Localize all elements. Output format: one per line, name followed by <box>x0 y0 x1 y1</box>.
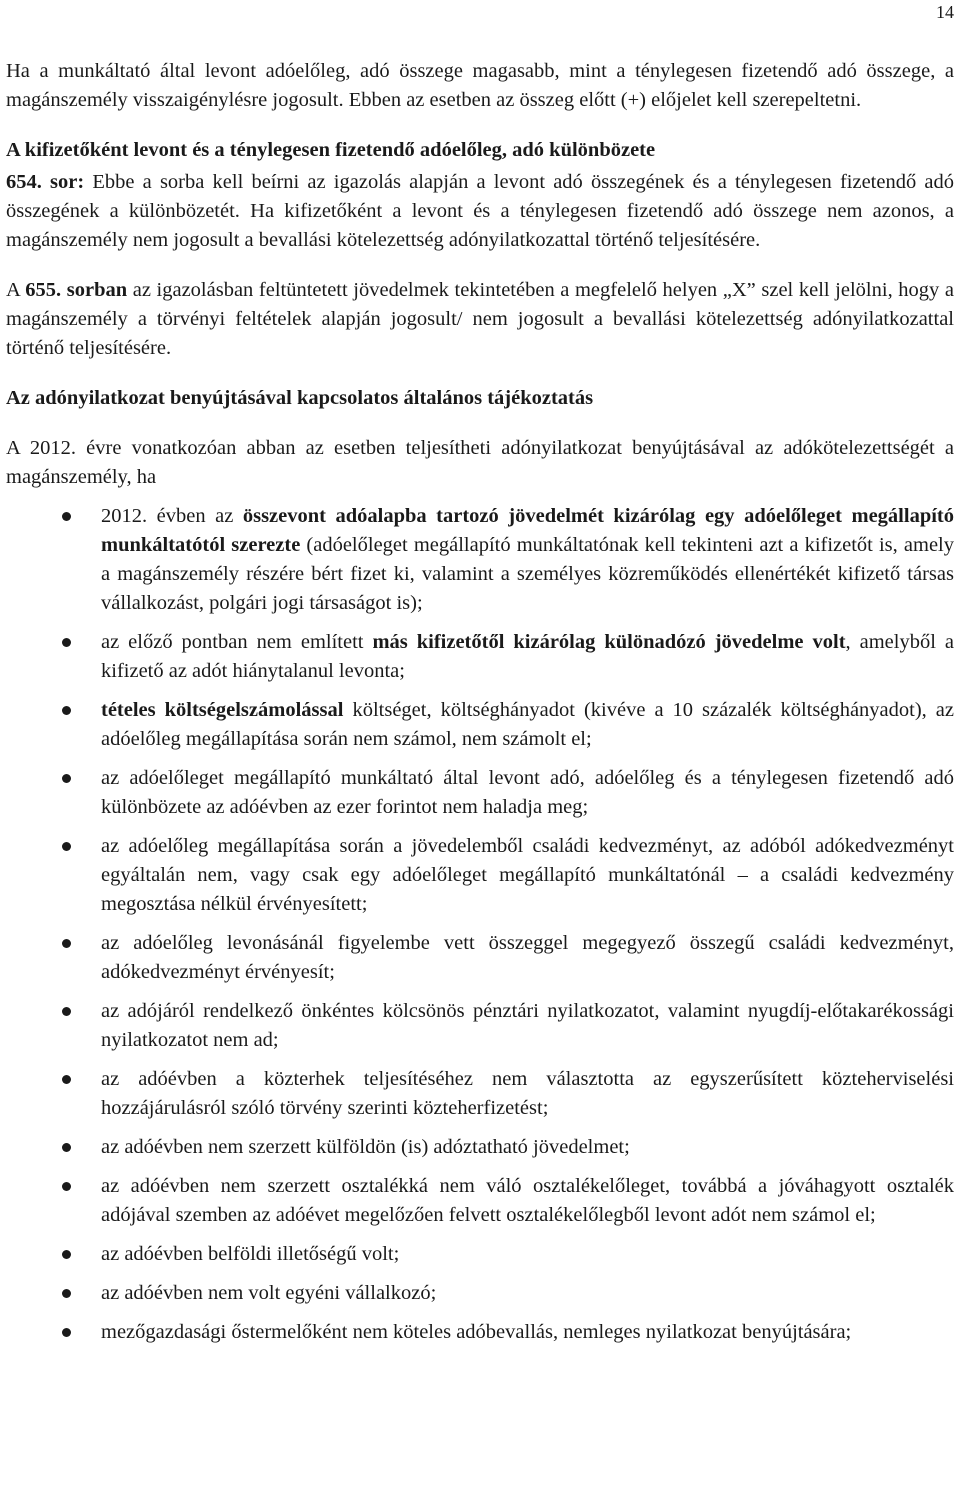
row-655-text: az igazolásban feltüntetett jövedelmek tekintetében a megfelelő helyen „X” szel kell jelölni, hogy a magánszemély a törvényi feltételek alapján jogosult/ nem jogosult a bevallási kötelezettség adónyilatkozattal történő teljesítésére. <box>6 279 954 359</box>
list-item <box>6 502 954 618</box>
list-item-text: az adóévben nem szerzett osztalékká nem váló osztalékelőleget, továbbá a jóváhagyott osztalék adójával szemben az adóévet megelőzően felvett osztalékelőlegből levont adót nem számol el; <box>101 1175 954 1226</box>
bullet-icon <box>62 939 71 948</box>
list-item <box>6 1279 954 1308</box>
list-item <box>6 929 954 987</box>
list-item-text: az adóévben nem szerzett külföldön (is) adóztatható jövedelmet; <box>101 1136 630 1158</box>
bullet-icon <box>62 1007 71 1016</box>
bullet-icon <box>62 1143 71 1152</box>
list-item <box>6 628 954 686</box>
paragraph-row-654 <box>6 168 954 255</box>
list-item-text: az adóévben belföldi illetőségű volt; <box>101 1243 400 1265</box>
list-item <box>6 1240 954 1269</box>
bullet-icon <box>62 706 71 715</box>
paragraph-refund: Ha a munkáltató által levont adóelőleg, adó összege magasabb, mint a ténylegesen fizetendő adó összege, a magánszemély visszaigénylésre jogosult. Ebben az esetben az összeg előtt (+) előjelet kell szerepeltetni. <box>6 60 954 111</box>
list-item-text: az adóévben a közterhek teljesítéséhez nem választotta az egyszerűsített közteherviselési hozzájárulásról szóló törvény szerinti közteherfizetést; <box>101 1068 954 1119</box>
paragraph-conditions-intro: A 2012. évre vonatkozóan abban az esetben teljesítheti adónyilatkozat benyújtásával az adókötelezettségét a magánszemély, ha <box>6 437 954 488</box>
bullet-icon <box>62 1328 71 1337</box>
list-item-emphasis: összevont adóalapba tartozó jövedelmét kizárólag egy adóelőleget megállapító munkáltatótól szerezte <box>101 505 954 556</box>
paragraph-row-655 <box>6 276 954 363</box>
document-page <box>6 0 954 1347</box>
bullet-icon <box>62 1250 71 1259</box>
bullet-icon <box>62 638 71 647</box>
list-item-text: az adóelőleg levonásánál figyelembe vett összeggel megegyező összegű családi kedvezményt, adókedvezményt érvényesít; <box>101 932 954 983</box>
page-number: 14 <box>936 2 954 22</box>
section-heading-difference: A kifizetőként levont és a ténylegesen fizetendő adóelőleg, adó különbözete <box>6 139 656 161</box>
list-item-text: az adóelőleget megállapító munkáltató által levont adó, adóelőleg és a ténylegesen fizetendő adó különbözete az adóévben az ezer forintot nem haladja meg; <box>101 767 954 818</box>
list-item-text: (adóelőleget megállapító munkáltatónak kell tekinteni azt a kifizetőt is, amely a magánszemély részére bért fizet ki, valamint a személyes közreműködés ellenértékét kifizető társas vállalkozást, polgári jogi társaságot is); <box>101 534 954 614</box>
list-item <box>6 997 954 1055</box>
bullet-icon <box>62 842 71 851</box>
row-655-prefix: A <box>6 279 26 301</box>
section-heading-general-info: Az adónyilatkozat benyújtásával kapcsolatos általános tájékoztatás <box>6 387 594 409</box>
list-item-emphasis: más kifizetőtől kizárólag különadózó jövedelme volt <box>372 631 846 653</box>
list-item-text: az adójáról rendelkező önkéntes kölcsönös pénztári nyilatkozatot, valamint nyugdíj-előtakarékossági nyilatkozatot nem ad; <box>101 1000 954 1051</box>
bullet-icon <box>62 512 71 521</box>
list-item <box>6 1065 954 1123</box>
conditions-list <box>6 502 954 1347</box>
list-item-text: , amelyből a kifizető az adót hiánytalanul levonta; <box>101 631 954 682</box>
list-item-emphasis: tételes költségelszámolással <box>101 699 344 721</box>
bullet-icon <box>62 1289 71 1298</box>
bullet-icon <box>62 1182 71 1191</box>
list-item <box>6 1172 954 1230</box>
list-item-text: az előző pontban nem említett <box>101 631 373 653</box>
row-655-label: 655. sorban <box>25 279 128 301</box>
list-item <box>6 1133 954 1162</box>
list-item-text: 2012. évben az <box>101 505 243 527</box>
bullet-icon <box>62 1075 71 1084</box>
list-item <box>6 764 954 822</box>
list-item <box>6 696 954 754</box>
row-654-text: Ebbe a sorba kell beírni az igazolás alapján a levont adó összegének és a ténylegesen fizetendő adó összegének a különbözetét. Ha kifizetőként a levont és a ténylegesen fizetendő adó összege nem azonos, a magánszemély nem jogosult a bevallási kötelezettség adónyilatkozattal történő teljesítésére. <box>6 171 954 251</box>
list-item <box>6 1318 954 1347</box>
bullet-icon <box>62 774 71 783</box>
list-item <box>6 832 954 919</box>
list-item-text: mezőgazdasági őstermelőként nem köteles adóbevallás, nemleges nyilatkozat benyújtására; <box>101 1321 852 1343</box>
list-item-text: az adóévben nem volt egyéni vállalkozó; <box>101 1282 437 1304</box>
list-item-text: költséget, költséghányadot (kivéve a 10 százalék költséghányadot), az adóelőleg megállapítása során nem számol, nem számolt el; <box>101 699 955 750</box>
list-item-text: az adóelőleg megállapítása során a jövedelemből családi kedvezményt, az adóból adókedvezményt egyáltalán nem, vagy csak egy adóelőleget megállapító munkáltatónál – a családi kedvezmény megosztása nélkül érvényesített; <box>101 835 954 915</box>
row-654-label: 654. sor: <box>6 171 85 193</box>
